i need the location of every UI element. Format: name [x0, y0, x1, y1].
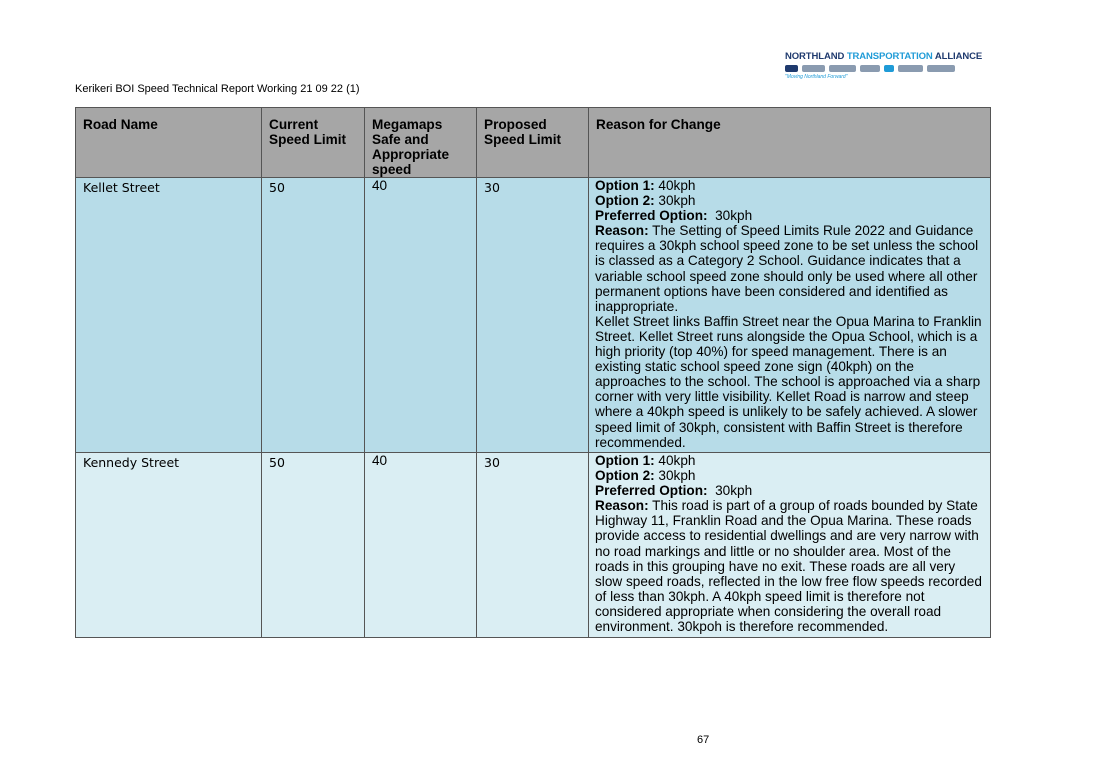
table-row: [76, 453, 991, 638]
reason-cell: Option 1: 40kph Option 2: 30kph Preferred Option: 30kph Reason: The Setting of Speed Limits Rule 2022 and Guidance requires a 30kph school speed zone to be set unless the school is classed as a Category 2 School. Guidance indicates that a variable school speed zone should only be used where all other permanent options have been considered and identified as inappropriate. Kellet Street links Baffin Street near the Opua Marina to Franklin Street. Kellet Street runs alongside the Opua School, which is a high priority (top 40%) for speed management. There is an existing static school speed zone sign (40kph) on the approaches to the school. The school is approached via a sharp corner with very little visibility. Kellet Road is narrow and steep where a 40kph speed is unlikely to be safely achieved. A slower speed limit of 30kph, consistent with Baffin Street is therefore recommended.: [589, 178, 991, 453]
megamaps-cell: 40: [365, 453, 477, 638]
proposed-speed-cell: 30: [477, 453, 589, 638]
reason-cell: Option 1: 40kph Option 2: 30kph Preferred Option: 30kph Reason: This road is part of a group of roads bounded by State Highway 11, Franklin Road and the Opua Marina. These roads provide access to residential dwellings and are very narrow with no road markings and little or no shoulder area. Most of the roads in this grouping have no exit. These roads are all very slow speed roads, reflected in the low free flow speeds recorded of less than 30kph. A 40kph speed limit is therefore not considered appropriate when considering the overall road environment. 30kpoh is therefore recommended.: [589, 453, 991, 638]
current-speed-cell: 50: [262, 453, 365, 638]
header-megamaps: Megamaps Safe and Appropriate speed: [365, 108, 477, 178]
partner-logos-icon: [785, 63, 955, 73]
header-road-name: Road Name: [76, 108, 262, 178]
logo-title: NORTHLAND TRANSPORTATION ALLIANCE: [785, 51, 983, 62]
proposed-speed-cell: 30: [477, 178, 589, 453]
header-current-speed: Current Speed Limit: [262, 108, 365, 178]
header-proposed-speed: Proposed Speed Limit: [477, 108, 589, 178]
megamaps-cell: 40: [365, 178, 477, 453]
road-name-cell: Kellet Street: [76, 178, 262, 453]
table-row: [76, 178, 991, 453]
header-reason: Reason for Change: [589, 108, 991, 178]
logo-tagline: "Moving Northland Forward": [785, 74, 848, 80]
current-speed-cell: 50: [262, 178, 365, 453]
table-header-row: [76, 108, 991, 178]
speed-limit-table: [75, 107, 991, 638]
document-title: Kerikeri BOI Speed Technical Report Working 21 09 22 (1): [75, 83, 360, 95]
page-number: 67: [697, 734, 710, 746]
nta-logo: [785, 51, 983, 83]
road-name-cell: Kennedy Street: [76, 453, 262, 638]
